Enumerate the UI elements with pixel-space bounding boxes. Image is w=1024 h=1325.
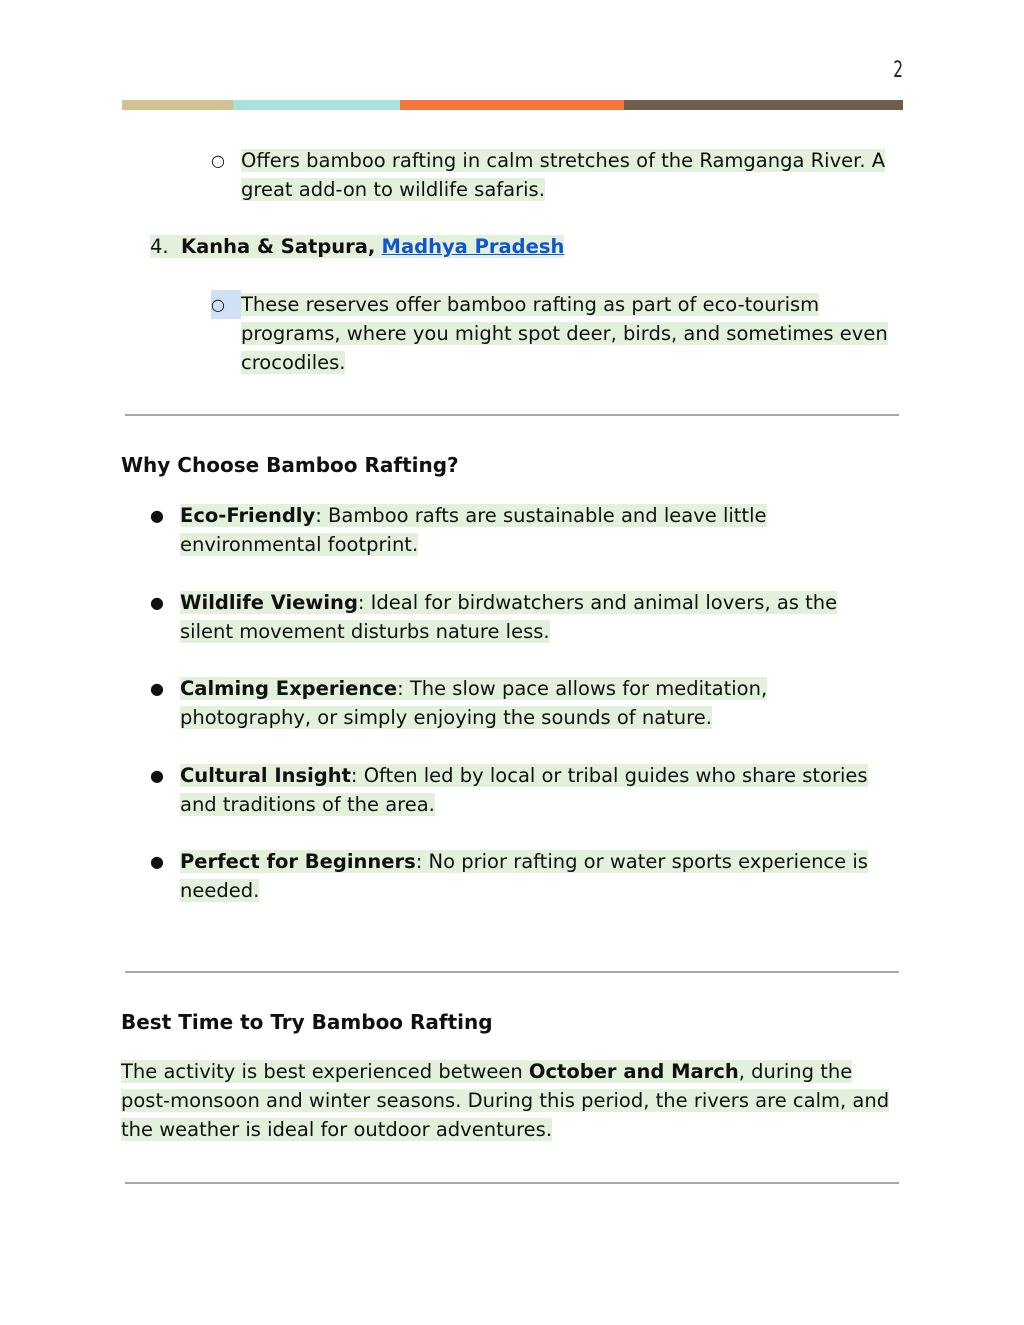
bullet-title: Wildlife Viewing bbox=[180, 591, 358, 614]
bullet-icon: ● bbox=[150, 593, 164, 612]
horizontal-divider bbox=[125, 414, 899, 416]
item-title: Kanha & Satpura, bbox=[181, 235, 376, 258]
bullet-icon: ● bbox=[150, 679, 164, 698]
color-bar-segment-brown bbox=[624, 100, 903, 110]
color-bar-segment-aqua bbox=[233, 100, 400, 110]
numbered-item-4 bbox=[150, 232, 564, 261]
list-item bbox=[150, 501, 895, 559]
bullet-icon: ● bbox=[150, 506, 164, 525]
best-time-paragraph bbox=[121, 1057, 901, 1144]
paragraph-bold: October and March bbox=[528, 1060, 739, 1083]
bullet-text: : Often led by local or tribal guides who share stories and traditions of the area. bbox=[180, 764, 868, 816]
bullet-text: : The slow pace allows for meditation, photography, or simply enjoying the sounds of nature. bbox=[180, 677, 768, 729]
color-bar-segment-orange bbox=[400, 100, 624, 110]
section-heading-best-time: Best Time to Try Bamboo Rafting bbox=[121, 1010, 493, 1034]
list-item bbox=[150, 588, 895, 646]
color-bar-segment-tan bbox=[122, 100, 233, 110]
page-number: 2 bbox=[893, 58, 903, 83]
list-sub-item bbox=[211, 146, 911, 204]
horizontal-divider bbox=[125, 1182, 899, 1184]
item-number: 4. bbox=[150, 235, 169, 258]
header-color-bar bbox=[122, 100, 903, 110]
paragraph-text: , during the post-monsoon and winter seasons. During this period, the rivers are calm, and the weather is ideal for outdoor adventures. bbox=[121, 1060, 890, 1141]
bullet-text: : Ideal for birdwatchers and animal lovers, as the silent movement disturbs nature less. bbox=[180, 591, 838, 643]
list-sub-item bbox=[211, 290, 911, 377]
bullet-text: : No prior rafting or water sports experience is needed. bbox=[180, 850, 868, 902]
bullet-title: Perfect for Beginners bbox=[180, 850, 416, 873]
bullet-icon: ● bbox=[150, 852, 164, 871]
list-item bbox=[150, 674, 895, 732]
sub-item-text: Offers bamboo rafting in calm stretches of the Ramganga River. A great add-on to wildlife safaris. bbox=[241, 149, 886, 201]
section-heading-why: Why Choose Bamboo Rafting? bbox=[121, 453, 459, 477]
hollow-bullet-icon: ○ bbox=[211, 290, 241, 319]
bullet-title: Cultural Insight bbox=[180, 764, 351, 787]
bullet-title: Calming Experience bbox=[180, 677, 398, 700]
bullet-icon: ● bbox=[150, 766, 164, 785]
madhya-pradesh-link[interactable]: Madhya Pradesh bbox=[381, 235, 565, 258]
bullet-title: Eco-Friendly bbox=[180, 504, 316, 527]
horizontal-divider bbox=[125, 971, 899, 973]
paragraph-text: The activity is best experienced between bbox=[121, 1060, 529, 1083]
bullet-text: : Bamboo rafts are sustainable and leave little environmental footprint. bbox=[180, 504, 767, 556]
hollow-bullet-icon: ○ bbox=[211, 151, 225, 170]
list-item bbox=[150, 847, 895, 905]
sub-item-text: These reserves offer bamboo rafting as part of eco-tourism programs, where you might spot deer, birds, and sometimes even crocodiles. bbox=[241, 293, 888, 374]
list-item bbox=[150, 761, 895, 819]
